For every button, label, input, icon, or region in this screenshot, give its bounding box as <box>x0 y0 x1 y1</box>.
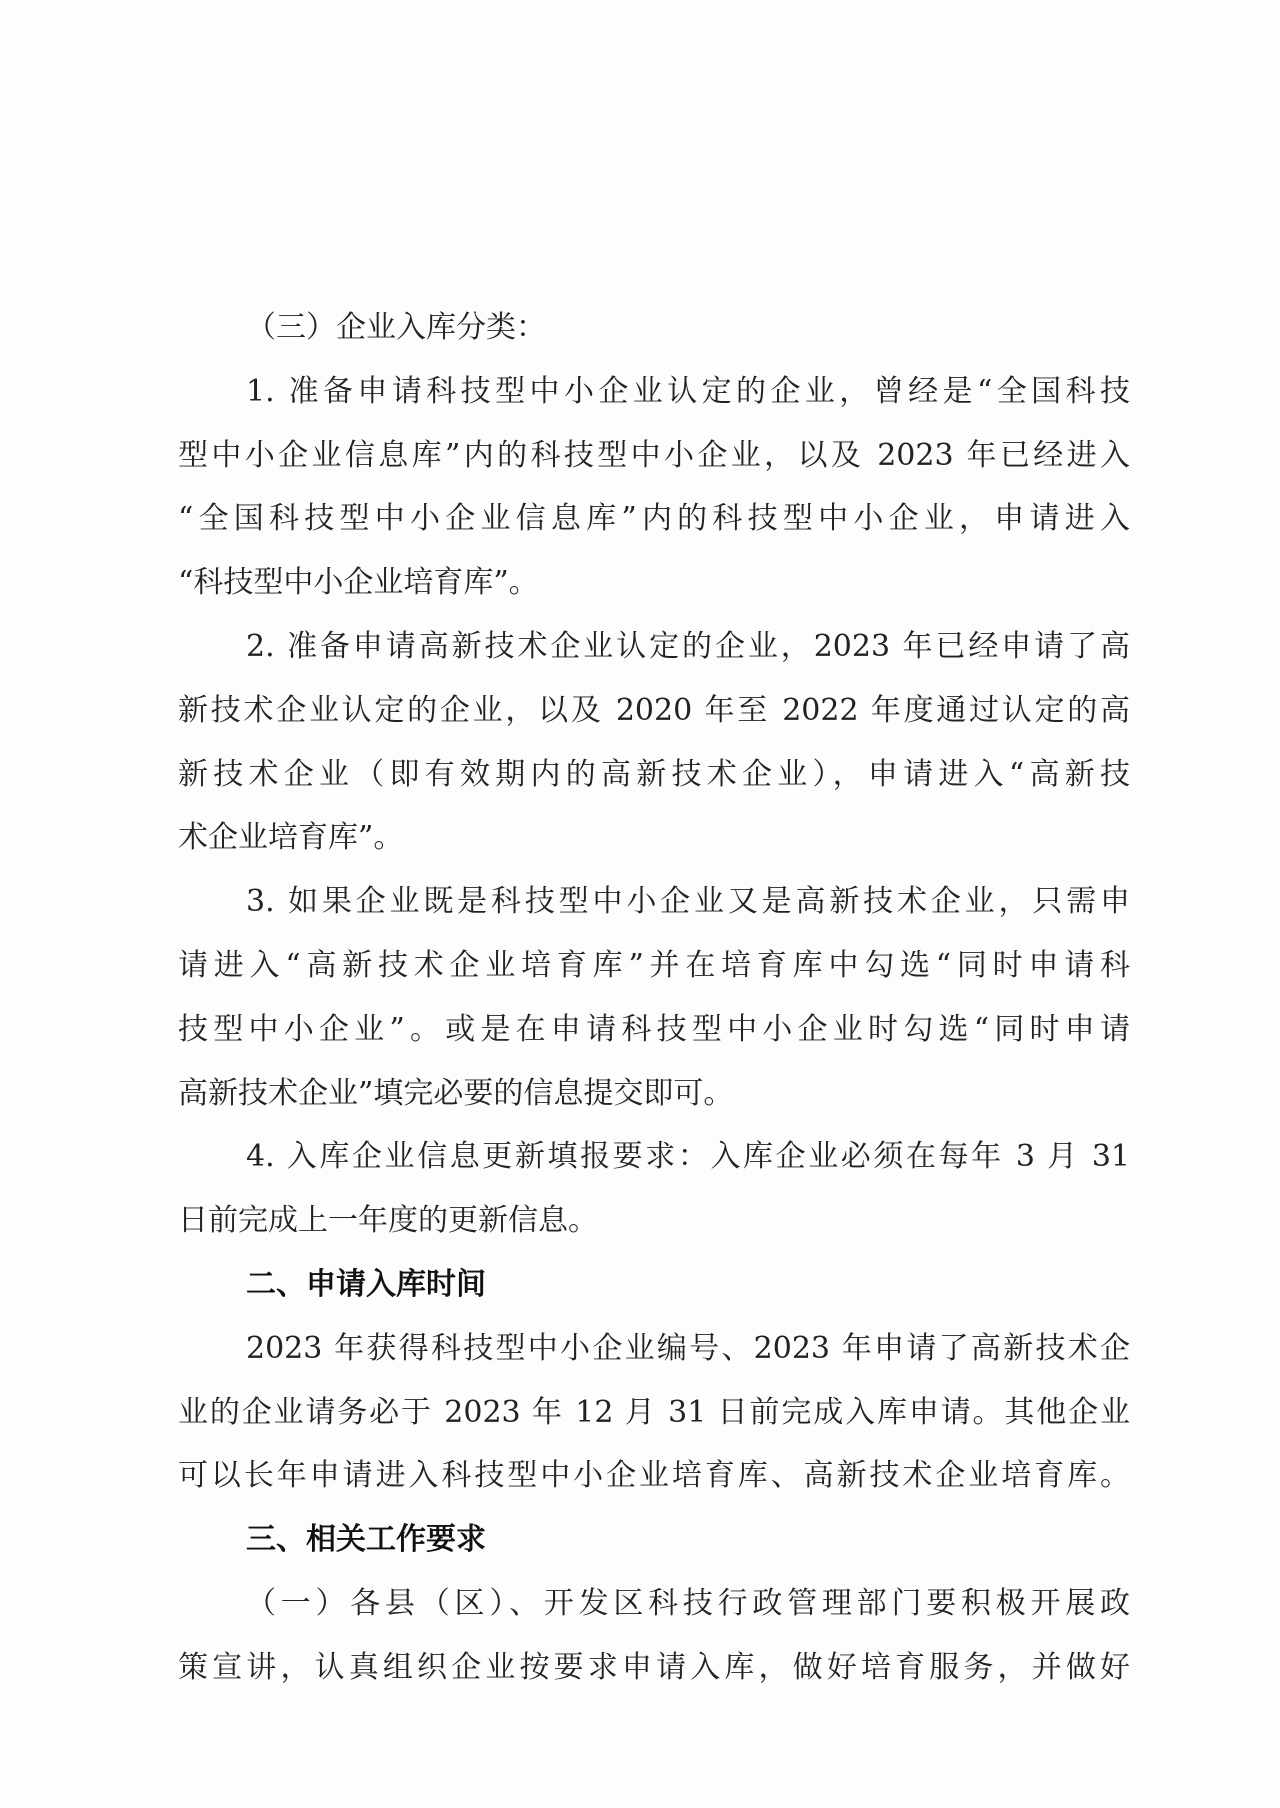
document-body <box>178 296 1130 1700</box>
paragraph-line: 新技术企业（即有效期内的高新技术企业），申请进入“高新技 <box>178 756 1130 792</box>
paragraph-line: “全国科技型中小企业信息库”内的科技型中小企业，申请进入 <box>178 501 1130 537</box>
paragraph-line: 型中小企业信息库”内的科技型中小企业，以及 2023 年已经进入 <box>178 437 1130 473</box>
paragraph-line: 日前完成上一年度的更新信息。 <box>178 1203 598 1239</box>
paragraph-line: 可以长年申请进入科技型中小企业培育库、高新技术企业培育库。 <box>178 1458 1130 1494</box>
paragraph-line: 请进入“高新技术企业培育库”并在培育库中勾选“同时申请科 <box>178 947 1130 983</box>
paragraph-line: “科技型中小企业培育库”。 <box>178 565 539 601</box>
paragraph-line: 2023 年获得科技型中小企业编号、2023 年申请了高新技术企 <box>246 1330 1130 1366</box>
paragraph-line: （一）各县（区）、开发区科技行政管理部门要积极开展政 <box>246 1585 1130 1621</box>
section-subheading: （三）企业入库分类： <box>246 310 546 345</box>
paragraph-line: 新技术企业认定的企业，以及 2020 年至 2022 年度通过认定的高 <box>178 692 1130 728</box>
paragraph-line: 业的企业请务必于 2023 年 12 月 31 日前完成入库申请。其他企业 <box>178 1394 1130 1430</box>
paragraph-line: 技型中小企业”。或是在申请科技型中小企业时勾选“同时申请 <box>178 1011 1130 1047</box>
paragraph-line: 3. 如果企业既是科技型中小企业又是高新技术企业，只需申 <box>246 884 1130 920</box>
paragraph-line: 策宣讲，认真组织企业按要求申请入库，做好培育服务，并做好 <box>178 1649 1130 1685</box>
paragraph-line: 4. 入库企业信息更新填报要求：入库企业必须在每年 3 月 31 <box>246 1139 1130 1175</box>
paragraph-line: 2. 准备申请高新技术企业认定的企业，2023 年已经申请了高 <box>246 628 1130 664</box>
section-heading: 二、申请入库时间 <box>246 1266 486 1302</box>
paragraph-line: 高新技术企业”填完必要的信息提交即可。 <box>178 1075 734 1111</box>
paragraph-line: 术企业培育库”。 <box>178 820 404 856</box>
section-heading: 三、相关工作要求 <box>246 1522 486 1558</box>
paragraph-line: 1. 准备申请科技型中小企业认定的企业，曾经是“全国科技 <box>246 373 1130 409</box>
